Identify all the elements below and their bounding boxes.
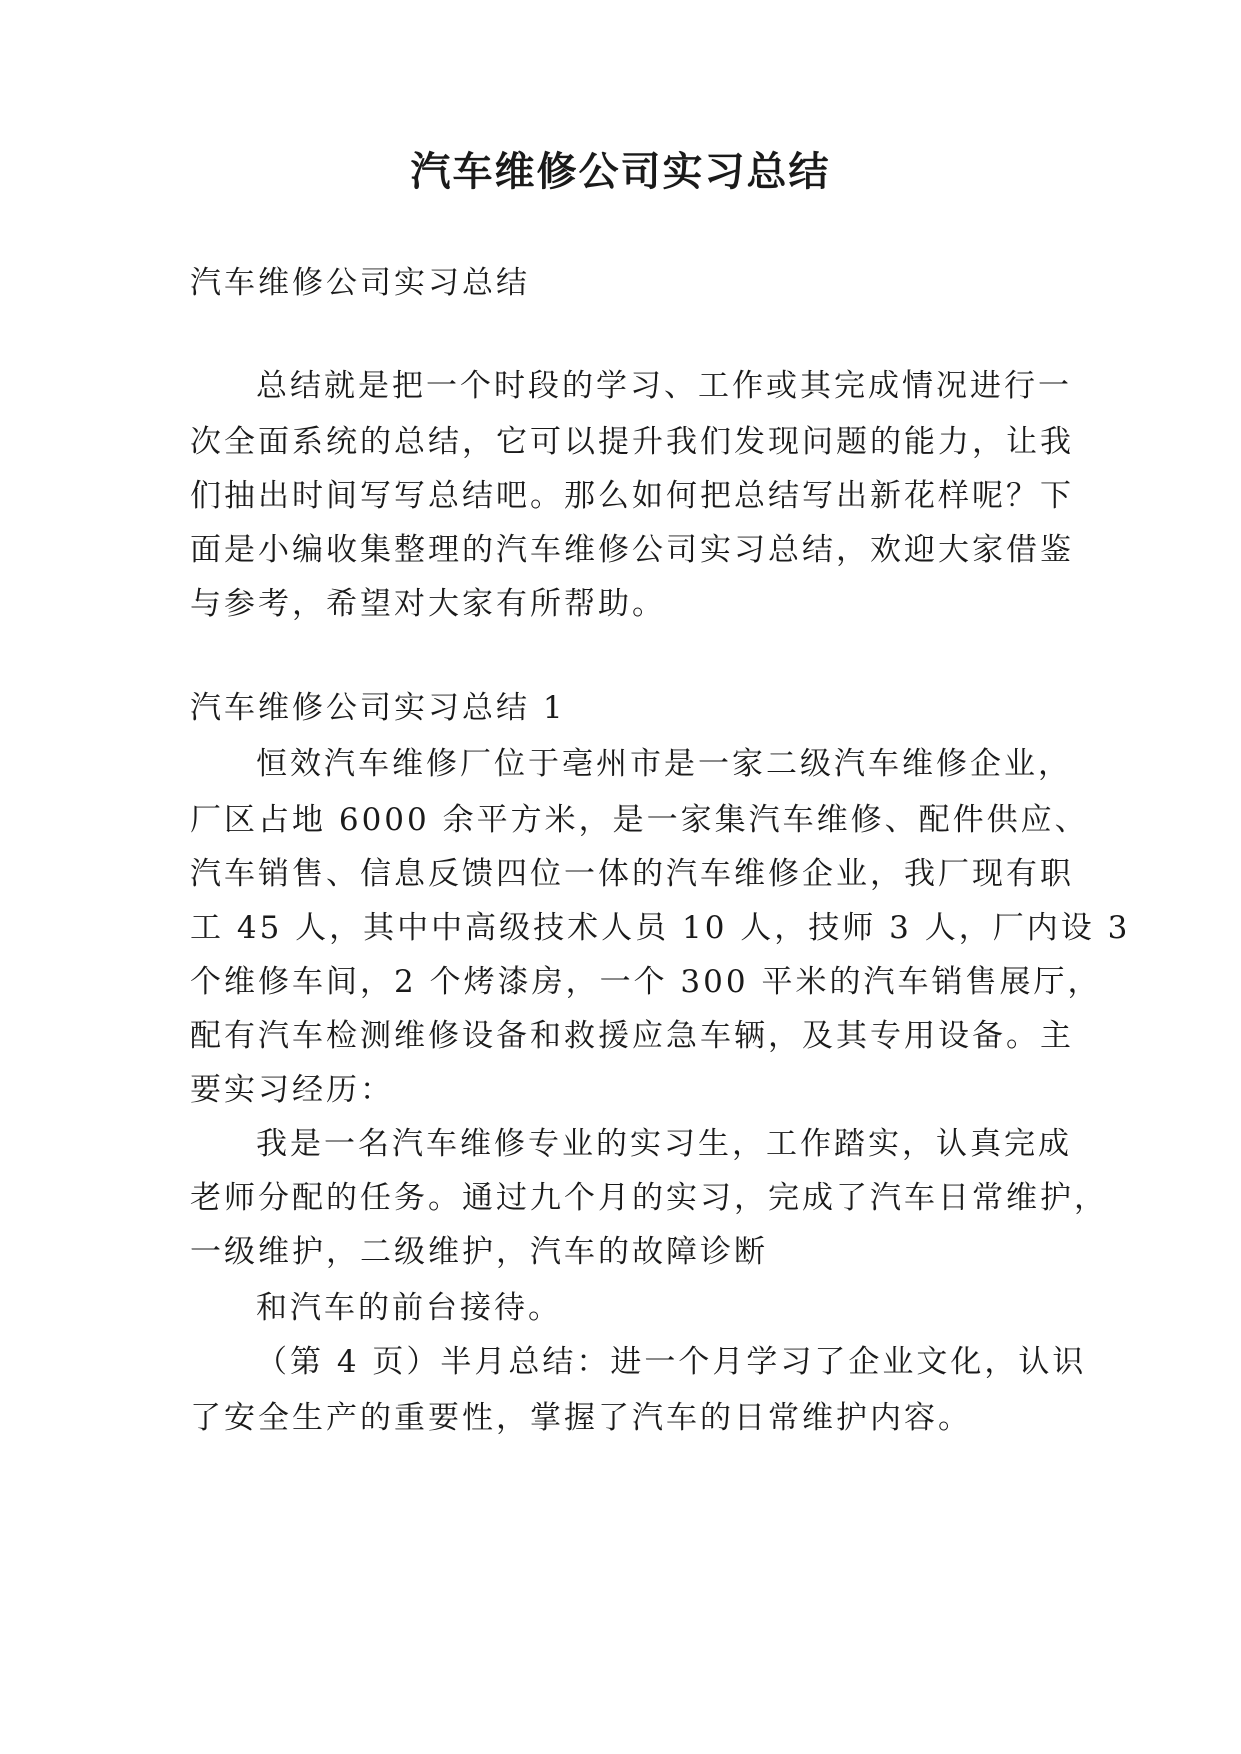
section-line: 个维修车间，2 个烤漆房，一个 300 平米的汽车销售展厅， xyxy=(190,964,1102,1000)
section-line: 了安全生产的重要性，掌握了汽车的日常维护内容。 xyxy=(190,1400,972,1436)
section-line: 汽车销售、信息反馈四位一体的汽车维修企业，我厂现有职 xyxy=(190,856,1074,892)
intro-line: 面是小编收集整理的汽车维修公司实习总结，欢迎大家借鉴 xyxy=(190,532,1074,568)
intro-line: 们抽出时间写写总结吧。那么如何把总结写出新花样呢？下 xyxy=(190,478,1074,514)
section-heading: 汽车维修公司实习总结 1 xyxy=(190,690,566,726)
document-title: 汽车维修公司实习总结 xyxy=(410,149,831,195)
section-line: 老师分配的任务。通过九个月的实习，完成了汽车日常维护， xyxy=(190,1180,1108,1216)
intro-line: 与参考，希望对大家有所帮助。 xyxy=(190,586,666,622)
section-line: 我是一名汽车维修专业的实习生，工作踏实，认真完成 xyxy=(256,1126,1072,1162)
document-subtitle: 汽车维修公司实习总结 xyxy=(190,265,530,301)
section-line: 和汽车的前台接待。 xyxy=(256,1290,562,1326)
section-line: 配有汽车检测维修设备和救援应急车辆，及其专用设备。主 xyxy=(190,1018,1074,1054)
section-line: 要实习经历： xyxy=(190,1072,394,1108)
section-line: 厂区占地 6000 余平方米，是一家集汽车维修、配件供应、 xyxy=(190,802,1089,838)
intro-line: 次全面系统的总结，它可以提升我们发现问题的能力，让我 xyxy=(190,424,1074,460)
section-line: （第 4 页）半月总结：进一个月学习了企业文化，认识 xyxy=(256,1344,1087,1380)
intro-line: 总结就是把一个时段的学习、工作或其完成情况进行一 xyxy=(256,368,1072,404)
section-line: 工 45 人，其中中高级技术人员 10 人，技师 3 人，厂内设 3 xyxy=(190,910,1131,946)
section-line: 恒效汽车维修厂位于亳州市是一家二级汽车维修企业， xyxy=(256,746,1072,782)
section-line: 一级维护，二级维护，汽车的故障诊断 xyxy=(190,1234,768,1270)
